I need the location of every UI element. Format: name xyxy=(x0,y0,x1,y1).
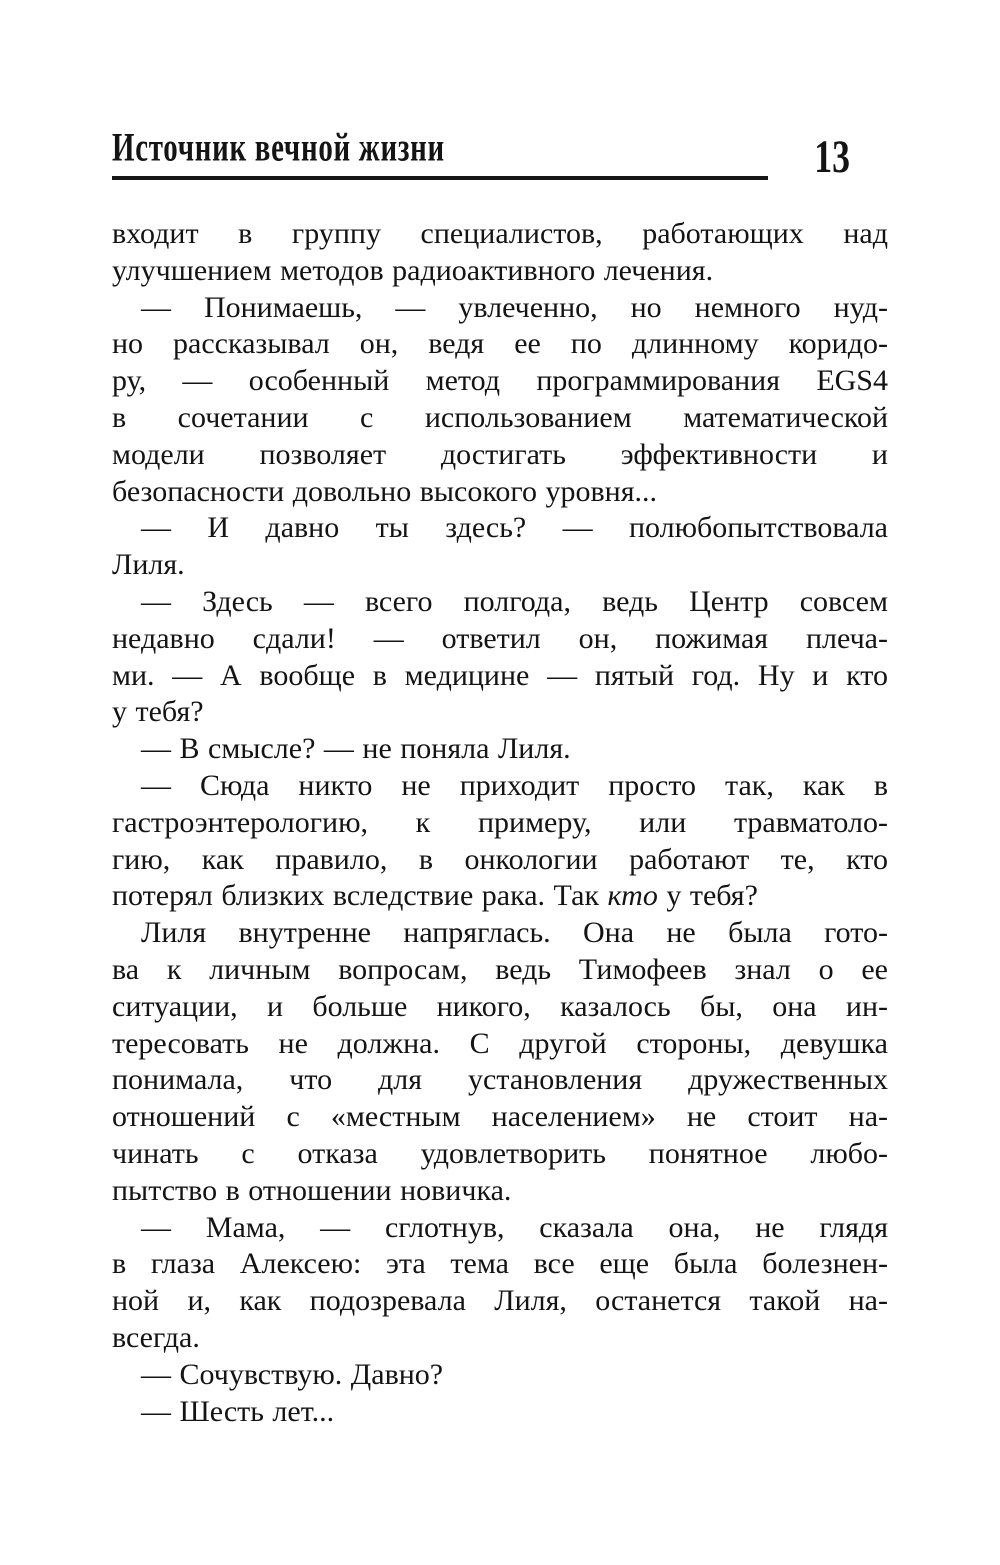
text-line: Лиля внутренне напряглась. Она не была гото- xyxy=(141,916,888,950)
text-segment: у тебя? xyxy=(657,879,758,913)
text-line: ситуации, и больше никого, казалось бы, она ин- xyxy=(112,989,888,1023)
header-rule xyxy=(112,125,768,180)
text-line: Лиля. xyxy=(112,548,185,582)
text-line: у тебя? xyxy=(112,695,204,729)
text-line: ва к личным вопросам, ведь Тимофеев знал о ее xyxy=(112,952,888,986)
text-line: понимала, что для установления дружественных xyxy=(112,1063,888,1097)
page-text xyxy=(112,216,888,1430)
text-line: входит в группу специалистов, работающих над xyxy=(112,217,888,250)
italic-emphasis: кто xyxy=(607,879,658,913)
text-line: чинать с отказа удовлетворить понятное любо- xyxy=(112,1136,888,1170)
text-line: безопасности довольно высокого уровня... xyxy=(112,474,657,508)
text-line: ру, — особенный метод программирования EGS4 xyxy=(112,364,888,398)
text-line xyxy=(112,878,888,915)
text-line: но рассказывал он, ведя ее по длинному коридо- xyxy=(112,327,888,361)
text-line: — Мама, — сглотнув, сказала она, не глядя xyxy=(141,1210,888,1244)
text-line: отношений с «местным населением» не стоит на- xyxy=(112,1100,888,1134)
text-line: тересовать не должна. С другой стороны, девушка xyxy=(112,1026,888,1060)
text-line: ми. — А вообще в медицине — пятый год. Ну и кто xyxy=(112,658,888,692)
page-number: 13 xyxy=(814,131,850,183)
text-line: ной и, как подозревала Лиля, останется такой на- xyxy=(112,1284,888,1318)
text-line: — Сочувствую. Давно? xyxy=(141,1357,444,1391)
text-line: — В смысле? — не поняла Лиля. xyxy=(141,732,571,766)
text-line: модели позволяет достигать эффективности и xyxy=(112,437,888,471)
text-line: — Шесть лет... xyxy=(141,1394,335,1428)
text-line: — И давно ты здесь? — полюбопытствовала xyxy=(141,511,888,545)
text-line: всегда. xyxy=(112,1320,200,1354)
text-line: гастроэнтерологию, к примеру, или травматоло- xyxy=(112,805,888,839)
text-line: в сочетании с использованием математической xyxy=(112,400,888,434)
text-line: — Понимаешь, — увлеченно, но немного нуд- xyxy=(141,290,888,324)
text-line: гию, как правило, в онкологии работают те, кто xyxy=(112,842,888,876)
text-line: — Здесь — всего полгода, ведь Центр совсем xyxy=(141,584,888,618)
page-header xyxy=(112,125,888,183)
text-line: недавно сдали! — ответил он, пожимая плеча- xyxy=(112,621,888,655)
text-line: пытство в отношении новичка. xyxy=(112,1173,512,1207)
text-segment: потерял близких вследствие рака. Так xyxy=(112,879,608,913)
text-line: в глаза Алексею: эта тема все еще была болезнен- xyxy=(112,1247,888,1281)
text-line: улучшением методов радиоактивного лечения. xyxy=(112,253,714,287)
running-title: Источник вечной жизни xyxy=(112,125,445,170)
text-line: — Сюда никто не приходит просто так, как в xyxy=(141,768,888,802)
